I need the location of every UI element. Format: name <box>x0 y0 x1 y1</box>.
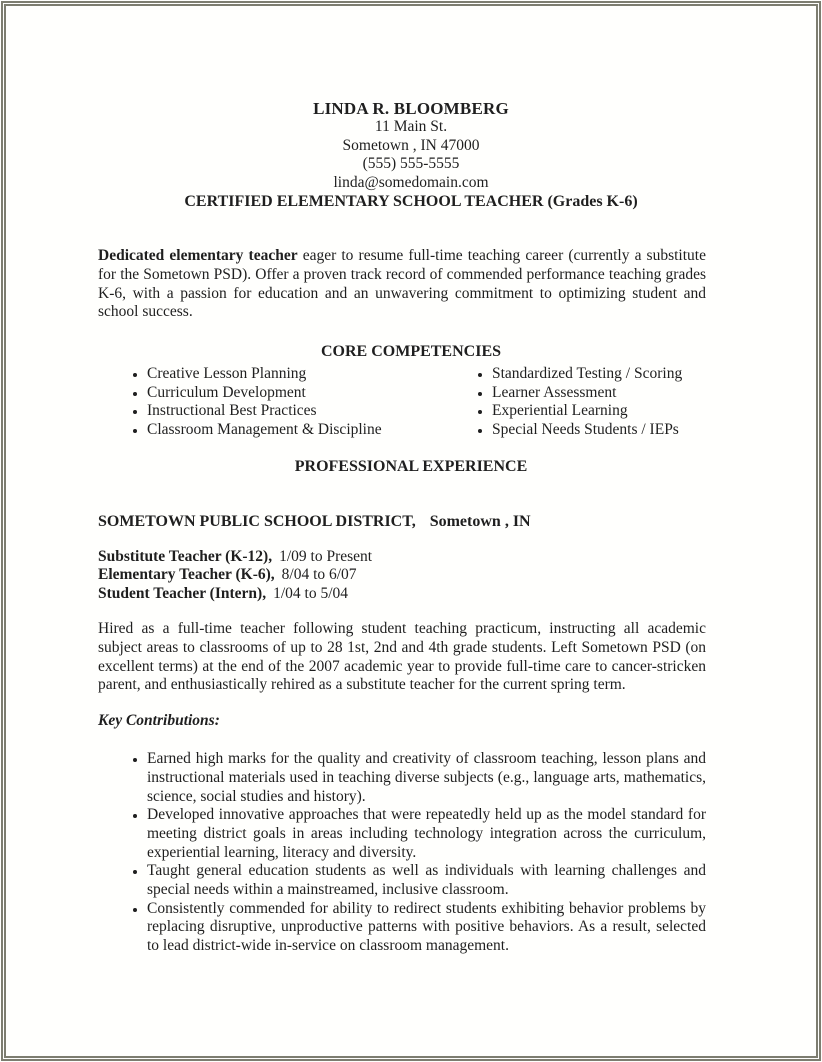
competency-item: • Instructional Best Practices <box>147 402 443 421</box>
competency-item: • Creative Lesson Planning <box>147 365 443 384</box>
competency-item: • Standardized Testing / Scoring <box>492 365 682 384</box>
role-line <box>98 548 724 567</box>
core-competencies-heading: CORE COMPETENCIES <box>320 343 502 361</box>
candidate-name: LINDA R. BLOOMBERG <box>313 99 509 118</box>
resume-content <box>0 99 822 956</box>
role-line <box>98 585 724 604</box>
role-line <box>98 566 724 585</box>
role-title: Student Teacher (Intern), <box>98 584 267 602</box>
professional-experience-heading: PROFESSIONAL EXPERIENCE <box>294 457 528 475</box>
email-line: linda@somedomain.com <box>333 173 489 191</box>
competency-item: • Learner Assessment <box>492 384 682 403</box>
contribution-item: • Earned high marks for the quality and creativity of classroom teaching, lesson plans and instructional materials used in teaching diverse subjects (e.g., language arts, mathematics, science, social studies and history). <box>147 750 706 806</box>
competencies-left-column <box>98 365 443 439</box>
competency-item: • Curriculum Development <box>147 384 443 403</box>
address-line: 11 Main St. <box>374 118 448 135</box>
core-competencies-list <box>98 365 724 439</box>
role-title: Substitute Teacher (K-12), <box>98 547 273 565</box>
competencies-right-column <box>443 365 682 439</box>
employer-name: SOMETOWN PUBLIC SCHOOL DISTRICT, <box>98 512 416 530</box>
certification-title: CERTIFIED ELEMENTARY SCHOOL TEACHER (Grades K-6) <box>184 193 638 211</box>
contact-header <box>98 99 724 211</box>
role-dates: 1/04 to 5/04 <box>273 584 348 602</box>
contribution-item: • Consistently commended for ability to redirect students exhibiting behavior problems by replacing disruptive, unproductive patterns with positive behaviors. As a result, selected to lead district-wide in-service on classroom management. <box>147 900 706 956</box>
phone-line: (555) 555-5555 <box>362 155 460 173</box>
key-contributions-list <box>98 750 706 956</box>
summary-body: eager to resume full-time teaching career (currently a substitute for the Sometown PSD). Offer a proven track record of commended performance teaching grades K-6, with a passion for education and an unwavering commitment to optimizing student and school success. <box>98 247 706 321</box>
role-dates: 1/09 to Present <box>279 547 373 565</box>
key-contributions-heading: Key Contributions: <box>98 712 220 730</box>
experience-description: Hired as a full-time teacher following student teaching practicum, instructing all academic subject areas to classrooms of up to 28 1st, 2nd and 4th grade students. Left Sometown PSD (on excellent terms) at the end of the 2007 academic year to provide full-time care to cancer-stricken parent, and enthusiastically rehired as a substitute teacher for the current spring term. <box>98 620 706 694</box>
city-state-zip-line: Sometown , IN 47000 <box>342 136 480 154</box>
summary-paragraph <box>98 247 706 322</box>
contribution-item: • Taught general education students as well as individuals with learning challenges and special needs within a mainstreamed, inclusive classroom. <box>147 862 706 899</box>
summary-lead: Dedicated elementary teacher <box>98 247 298 265</box>
employer-line <box>98 512 724 531</box>
role-list <box>98 548 724 604</box>
competency-item: • Classroom Management & Discipline <box>147 421 443 440</box>
contribution-item: • Developed innovative approaches that were repeatedly held up as the model standard for meeting district goals in areas including technology integration across the curriculum, experiential learning, literacy and diversity. <box>147 806 706 862</box>
role-title: Elementary Teacher (K-6), <box>98 566 275 584</box>
competency-item: • Special Needs Students / IEPs <box>492 421 682 440</box>
employer-location: Sometown , IN <box>429 512 531 530</box>
competency-item: • Experiential Learning <box>492 402 682 421</box>
role-dates: 8/04 to 6/07 <box>281 566 357 584</box>
